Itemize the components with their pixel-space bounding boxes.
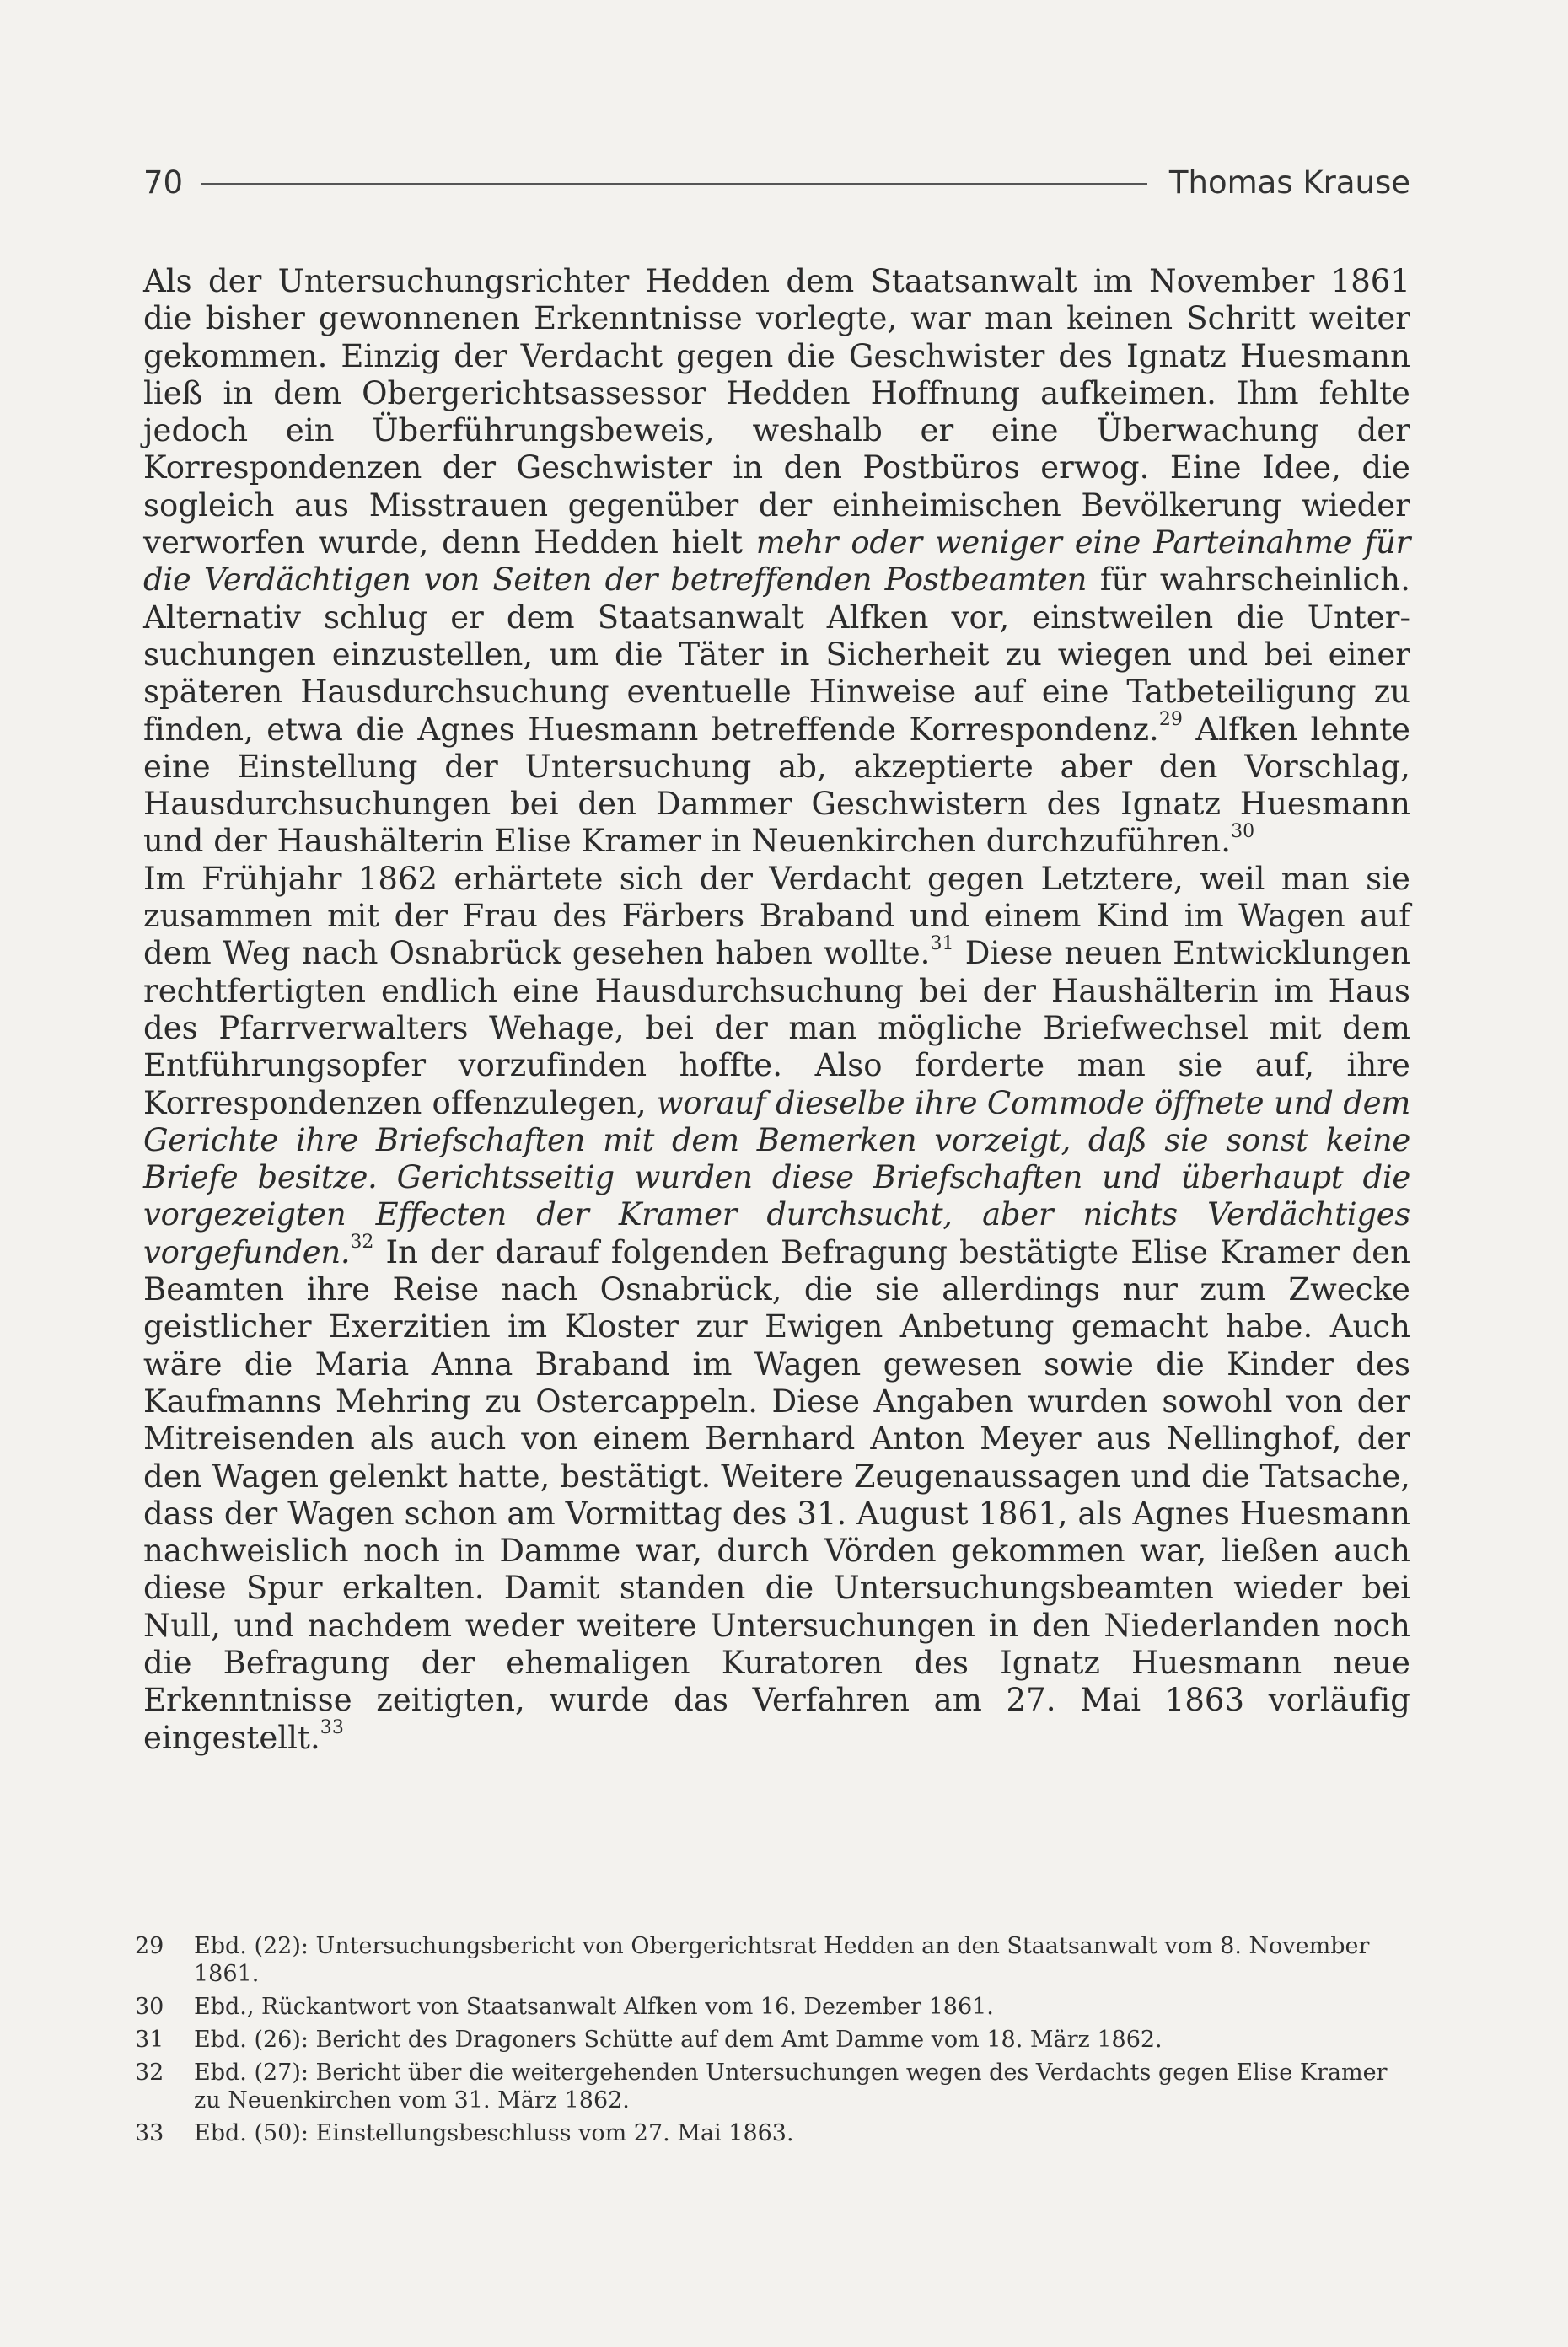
footnote-32 [135, 2059, 1410, 2114]
footnote-29 [135, 1932, 1410, 1988]
text-segment: Als der Untersuchungsrichter Hedden dem Staatsanwalt im November 1861 die bisher gewonnenen Erkenntnisse vorlegte, war man keinen Schritt weiter gekommen. Einzig der Verdacht gegen die Geschwister des Ignatz Huesmann ließ in dem Obergerichtsassessor Hedden Hoffnung aufkeimen. Ihm fehlte jedoch ein Überführungsbeweis, weshalb er eine Überwachung der Korrespondenzen der Geschwister in den Postbüros erwog. Eine Idee, die sogleich aus Misstrauen gegenüber der einheimischen Bevölkerung wieder verworfen wurde, denn Hedden hielt [143, 263, 1410, 561]
footnote-text: Ebd. (26): Bericht des Dragoners Schütte auf dem Amt Damme vom 18. März 1862. [194, 2027, 1163, 2053]
footnote-30 [135, 1993, 1410, 2021]
footnote-text: Ebd. (27): Bericht über die weitergehenden Untersuchungen wegen des Verdachts gegen Elise Kramer zu Neuenkirchen vom 31. März 1862. [194, 2060, 1388, 2113]
page-number: 70 [143, 164, 184, 201]
quotation: worauf dieselbe ihre Commode öffnete und dem Gerichte ihre Briefschaften mit dem Bemerken vorzeigt, daß sie sonst keine Briefe besitze. Gerichtsseitig wurden diese Briefschaften und überhaupt die vorgezeigten Effecten der Kramer durchsucht, aber nichts Verdächtiges vorgefunden. [143, 1084, 1411, 1270]
footnote-ref-33[interactable]: 33 [320, 1717, 344, 1739]
main-text [143, 263, 1410, 1757]
footnote-ref-32[interactable]: 32 [350, 1232, 374, 1254]
footnote-33 [135, 2119, 1410, 2147]
footnote-text: Ebd. (50): Einstellungsbeschluss vom 27. Mai 1863. [194, 2120, 794, 2146]
paragraph-2 [143, 861, 1410, 1757]
paragraph-1 [143, 263, 1410, 861]
footnote-number: 30 [135, 1994, 164, 2020]
text-segment: Alfken lehnte eine Einstellung der Untersuchung ab, akzeptierte aber den Vorschlag, Hausdurchsuchungen bei den Dammer Geschwistern des Ignatz Huesmann und der Haushälterin Elise Kramer in Neuenkirchen durchzuführen. [143, 711, 1410, 860]
text-segment: Diese neuen Entwicklungen rechtfertigten endlich eine Hausdurchsuchung bei der Haushälterin im Haus des Pfarrverwalters Wehage, bei der man mögliche Briefwechsel mit dem Entführungsopfer vorzufinden hoffte. Also forderte man sie auf, ihre Korrespondenzen offenzulegen, [143, 935, 1410, 1121]
text-segment: Im Frühjahr 1862 erhärtete sich der Verdacht gegen Letztere, weil man sie zusammen mit der Frau des Färbers Braband und einem Kind im Wagen auf dem Weg nach Osnabrück gesehen haben wollte. [143, 860, 1410, 972]
footnote-text: Ebd., Rückantwort von Staatsanwalt Alfken vom 16. Dezember 1861. [194, 1994, 994, 2020]
header-rule [201, 183, 1147, 185]
footnote-text: Ebd. (22): Untersuchungsbericht von Obergerichtsrat Hedden an den Staatsanwalt vom 8. November 1861. [194, 1933, 1370, 1987]
footnote-ref-29[interactable]: 29 [1158, 709, 1183, 731]
footnote-number: 32 [135, 2060, 164, 2086]
footnote-number: 33 [135, 2120, 164, 2146]
footnote-ref-30[interactable]: 30 [1231, 821, 1255, 843]
text-segment: für wahrscheinlich. Alternativ schlug er dem Staatsanwalt Alfken vor, einstweilen die Untersuchungen einzustellen, um die Täter in Sicherheit zu wiegen und bei einer späteren Hausdurchsuchung eventuelle Hinweise auf eine Tatbeteiligung zu finden, etwa die Agnes Huesmann betreffende Korrespondenz. [143, 561, 1410, 748]
running-head [143, 157, 1410, 207]
footnote-number: 29 [135, 1933, 164, 1959]
running-head-author: Thomas Krause [1168, 164, 1410, 201]
quotation: mehr oder weniger eine Parteinahme für die Verdächtigen von Seiten der betreffenden Postbeamten [143, 524, 1410, 599]
footnotes [135, 1932, 1410, 2152]
footnote-31 [135, 2026, 1410, 2054]
footnote-number: 31 [135, 2027, 164, 2053]
footnote-ref-31[interactable]: 31 [930, 933, 954, 955]
text-segment: In der darauf folgenden Befragung bestätigte Elise Kramer den Beamten ihre Reise nach Osnabrück, die sie allerdings nur zum Zwecke geistlicher Exerzitien im Kloster zur Ewigen Anbetung gemacht habe. Auch wäre die Maria Anna Braband im Wagen gewesen sowie die Kinder des Kaufmanns Mehring zu Ostercappeln. Diese Angaben wurden sowohl von der Mitreisenden als auch von einem Bernhard Anton Meyer aus Nellinghof, der den Wagen gelenkt hatte, bestätigt. Weitere Zeugenaussagen und die Tatsache, dass der Wagen schon am Vormittag des 31. August 1861, als Agnes Huesmann nachweislich noch in Damme war, durch Vörden gekommen war, ließen auch diese Spur erkalten. Damit standen die Untersuchungsbeamten wieder bei Null, und nachdem weder weitere Untersuchungen in den Niederlanden noch die Befragung der ehemaligen Kuratoren des Ignatz Huesmann neue Erkenntnisse zeitigten, wurde das Verfahren am 27. Mai 1863 vorläufig eingestellt. [143, 1233, 1410, 1756]
